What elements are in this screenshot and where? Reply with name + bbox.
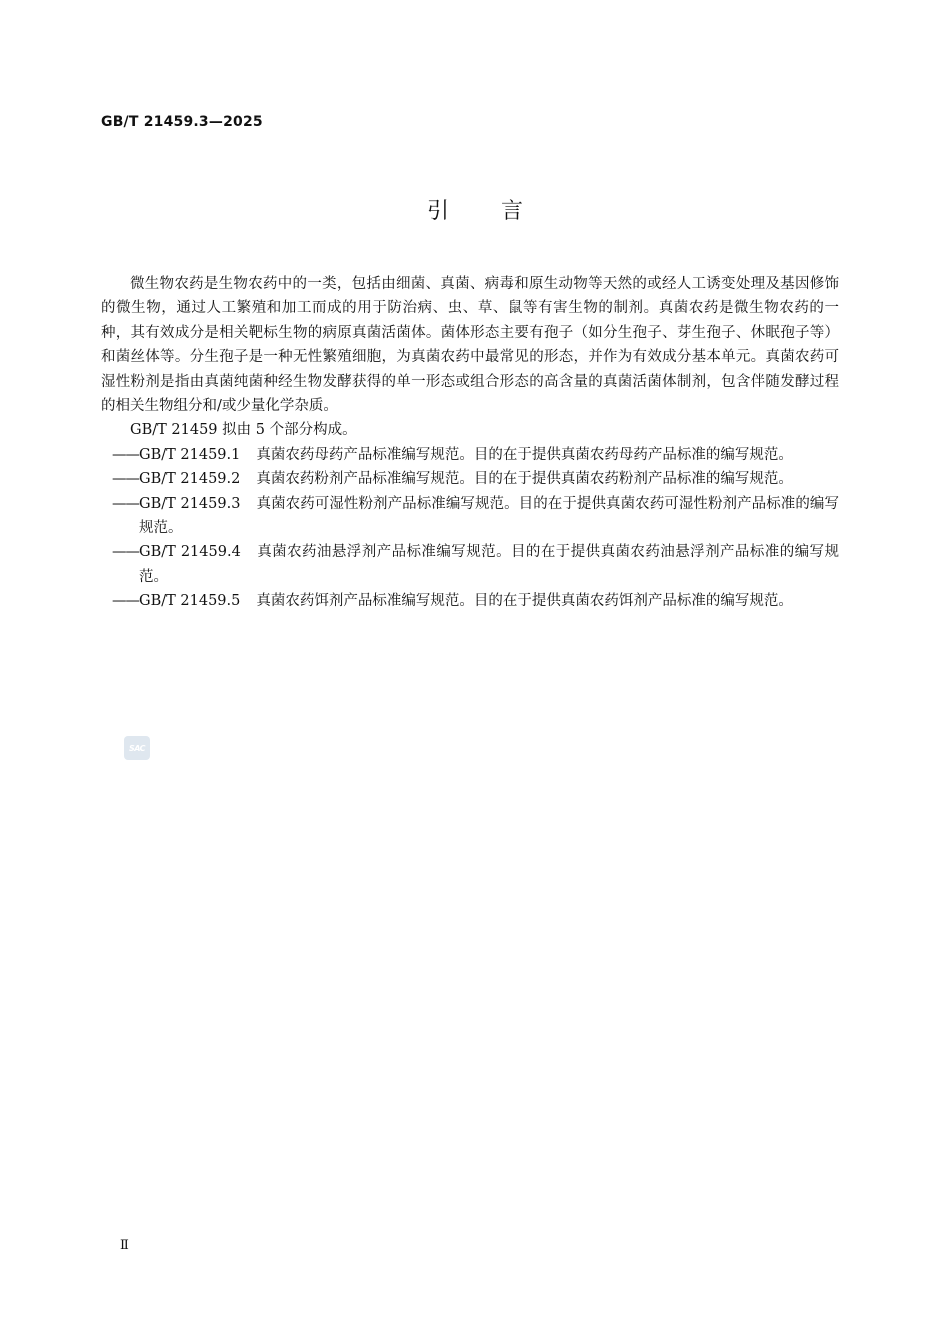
list-dash: —— <box>112 495 139 512</box>
list-item <box>101 492 839 541</box>
list-dash: —— <box>112 446 139 463</box>
part-description: 真菌农药饵剂产品标准编写规范。目的在于提供真菌农药饵剂产品标准的编写规范。 <box>256 593 793 610</box>
document-body <box>101 272 839 614</box>
list-item <box>101 467 839 491</box>
part-description: 真菌农药粉剂产品标准编写规范。目的在于提供真菌农药粉剂产品标准的编写规范。 <box>256 471 793 488</box>
list-item <box>101 540 839 589</box>
part-code: GB/T 21459.5 <box>139 593 241 610</box>
list-item <box>101 443 839 467</box>
page-title: 引言 <box>426 199 575 224</box>
list-dash: —— <box>112 544 139 561</box>
watermark-logo-text: SAC <box>128 743 146 753</box>
list-item-text <box>139 589 839 613</box>
part-code: GB/T 21459.2 <box>139 471 241 488</box>
part-description: 真菌农药可湿性粉剂产品标准编写规范。目的在于提供真菌农药可湿性粉剂产品标准的编写规范。 <box>139 495 839 537</box>
list-dash: —— <box>112 471 139 488</box>
list-item <box>101 589 839 613</box>
list-item-text <box>139 467 839 491</box>
part-code: GB/T 21459.4 <box>139 544 241 561</box>
part-description: 真菌农药油悬浮剂产品标准编写规范。目的在于提供真菌农药油悬浮剂产品标准的编写规范。 <box>139 544 839 585</box>
page-number: Ⅱ <box>120 1238 129 1253</box>
list-item-text <box>139 492 839 541</box>
parts-intro: GB/T 21459 拟由 5 个部分构成。 <box>130 422 357 439</box>
list-dash: —— <box>112 593 139 610</box>
list-item-text <box>139 443 839 467</box>
part-description: 真菌农药母药产品标准编写规范。目的在于提供真菌农药母药产品标准的编写规范。 <box>256 446 793 463</box>
introduction-paragraph: 微生物农药是生物农药中的一类，包括由细菌、真菌、病毒和原生动物等天然的或经人工诱变处理及基因修饰的微生物，通过人工繁殖和加工而成的用于防治病、虫、草、鼠等有害生物的制剂。真菌农药是微生物农药的一种，其有效成分是相关靶标生物的病原真菌活菌体。菌体形态主要有孢子（如分生孢子、芽生孢子、休眠孢子等）和菌丝体等。分生孢子是一种无性繁殖细胞，为真菌农药中最常见的形态，并作为有效成分基本单元。真菌农药可湿性粉剂是指由真菌纯菌种经生物发酵获得的单一形态或组合形态的高含量的真菌活菌体制剂，包含伴随发酵过程的相关生物组分和/或少量化学杂质。 <box>101 276 839 415</box>
sac-watermark-logo <box>124 736 150 760</box>
part-code: GB/T 21459.3 <box>139 495 241 512</box>
part-code: GB/T 21459.1 <box>139 446 241 463</box>
standard-number: GB/T 21459.3—2025 <box>101 114 263 130</box>
list-item-text <box>139 540 839 589</box>
